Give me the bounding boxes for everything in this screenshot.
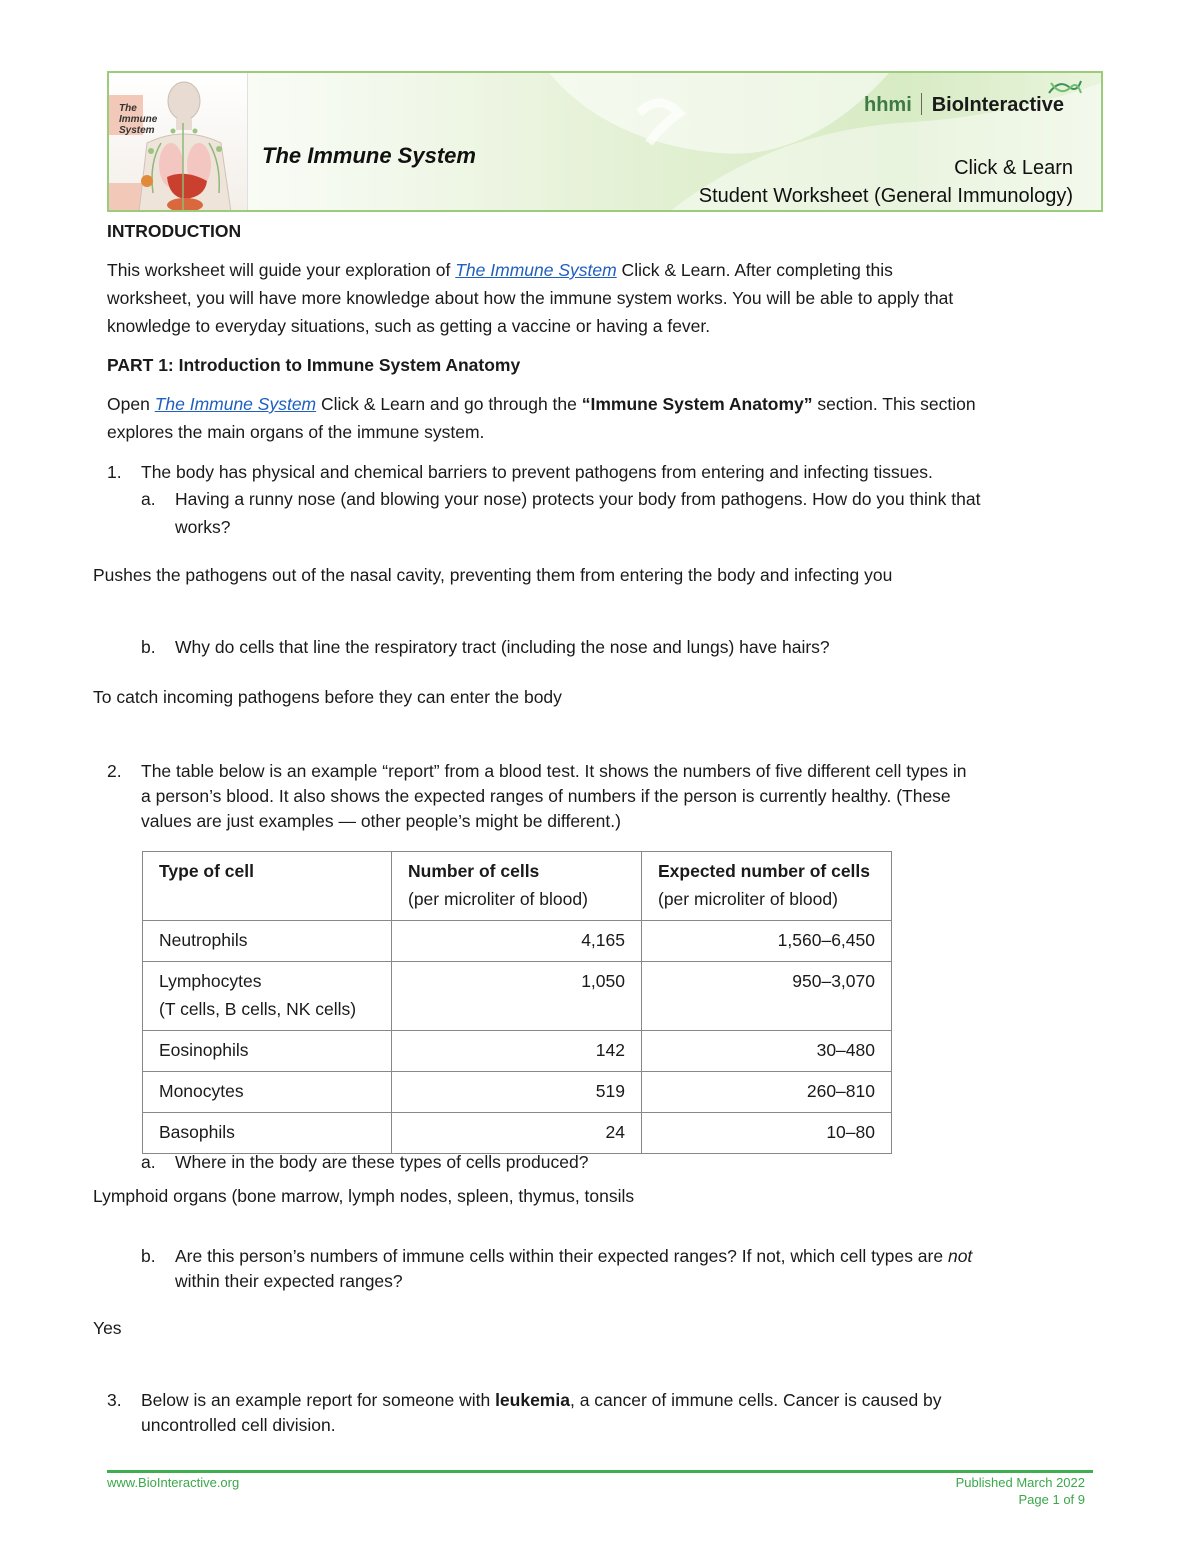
dna-leaf-icon — [1047, 77, 1083, 99]
q2b-text: Are this person’s numbers of immune cells within their expected ranges? If not, which cell types are — [175, 1246, 948, 1266]
cell-type — [143, 962, 392, 1031]
header-number-of-cells — [392, 852, 642, 921]
part1-heading: PART 1: Introduction to Immune System Anatomy — [107, 355, 521, 375]
q3-text-line-1 — [141, 1386, 942, 1414]
intro-paragraph-line-2: worksheet, you will have more knowledge about how the immune system works. You will be able to apply that — [107, 288, 954, 308]
cell-type-label: Basophils — [159, 1122, 235, 1142]
q3-bold-term: leukemia — [495, 1390, 570, 1410]
banner-subtitle-click-learn: Click & Learn — [954, 157, 1073, 179]
blood-test-table — [142, 851, 892, 1154]
intro-paragraph-line-3: knowledge to everyday situations, such as getting a vaccine or having a fever. — [107, 316, 711, 336]
header-banner — [107, 71, 1103, 212]
cell-count: 519 — [392, 1072, 642, 1113]
cell-range: 950–3,070 — [642, 962, 892, 1031]
immune-system-link[interactable]: The Immune System — [455, 260, 617, 280]
footer-page-number: Page 1 of 9 — [1018, 1492, 1085, 1507]
q2-text-line-2: a person’s blood. It also shows the expected ranges of numbers if the person is currently healthy. (These — [141, 786, 951, 806]
q2-text-line-3: values are just examples — other people’s might be different.) — [141, 811, 621, 831]
cell-type — [143, 1031, 392, 1072]
q3-text-line-2: uncontrolled cell division. — [141, 1415, 336, 1435]
part1-text: section. This section — [812, 394, 976, 414]
q2-text-line-1: The table below is an example “report” from a blood test. It shows the numbers of five different cell types in — [141, 761, 967, 781]
cell-count: 142 — [392, 1031, 642, 1072]
table-header-row — [143, 852, 892, 921]
intro-text: This worksheet will guide your exploration of — [107, 260, 456, 280]
cell-range: 1,560–6,450 — [642, 921, 892, 962]
q1-text: The body has physical and chemical barriers to prevent pathogens from entering and infecting tissues. — [141, 462, 933, 482]
table-row — [143, 1072, 892, 1113]
cell-type — [143, 921, 392, 962]
cell-count: 4,165 — [392, 921, 642, 962]
q2-number: 2. — [107, 761, 122, 781]
cell-type-label: Lymphocytes — [159, 971, 262, 991]
cell-range: 30–480 — [642, 1031, 892, 1072]
banner-subtitle-worksheet: Student Worksheet (General Immunology) — [698, 185, 1073, 207]
q3-number: 3. — [107, 1390, 122, 1410]
cell-type-label: Neutrophils — [159, 930, 248, 950]
intro-paragraph-line-1 — [107, 256, 893, 284]
q1-number: 1. — [107, 462, 122, 482]
body-anatomy-icon — [109, 73, 247, 212]
hhmi-biointeractive-logo — [864, 93, 1064, 117]
immune-system-thumbnail — [109, 73, 248, 212]
footer-published: Published March 2022 — [955, 1475, 1085, 1490]
header-unit: (per microliter of blood) — [658, 889, 838, 909]
q3-text: , a cancer of immune cells. Cancer is caused by — [569, 1390, 942, 1410]
q2a-answer[interactable]: Lymphoid organs (bone marrow, lymph nodes, spleen, thymus, tonsils — [93, 1186, 635, 1206]
q3-text: Below is an example report for someone with — [141, 1390, 496, 1410]
q2a-text: Where in the body are these types of cells produced? — [175, 1152, 589, 1172]
footer-divider — [107, 1470, 1093, 1473]
header-label: Number of cells — [408, 861, 540, 881]
part1-text: Open — [107, 394, 155, 414]
cell-type-label: Eosinophils — [159, 1040, 249, 1060]
part1-line-1 — [107, 390, 976, 418]
header-label: Type of cell — [159, 861, 254, 881]
cell-count: 24 — [392, 1113, 642, 1154]
header-expected-number — [642, 852, 892, 921]
q2b-emphasis: not — [947, 1246, 973, 1266]
q1b-text: Why do cells that line the respiratory tract (including the nose and lungs) have hairs? — [175, 637, 830, 657]
cell-range: 260–810 — [642, 1072, 892, 1113]
immune-system-link[interactable]: The Immune System — [154, 394, 317, 414]
logo-biointeractive: BioInteractive — [931, 94, 1064, 116]
cell-range: 10–80 — [642, 1113, 892, 1154]
intro-heading: INTRODUCTION — [107, 221, 242, 241]
intro-text: Click & Learn. After completing this — [616, 260, 893, 280]
cell-type-label: Monocytes — [159, 1081, 244, 1101]
part1-text: Click & Learn and go through the — [316, 394, 582, 414]
q2b-answer[interactable]: Yes — [93, 1318, 122, 1338]
table-row — [143, 962, 892, 1031]
table-row — [143, 921, 892, 962]
q1a-letter: a. — [141, 489, 156, 509]
q2b-text-line-1 — [175, 1242, 972, 1270]
cell-type — [143, 1072, 392, 1113]
table-row — [143, 1031, 892, 1072]
footer-site-link[interactable]: www.BioInteractive.org — [107, 1475, 240, 1490]
q1b-letter: b. — [141, 637, 156, 657]
q1b-answer[interactable]: To catch incoming pathogens before they can enter the body — [93, 687, 562, 707]
cell-count: 1,050 — [392, 962, 642, 1031]
q1a-answer[interactable]: Pushes the pathogens out of the nasal cavity, preventing them from entering the body and infecting you — [93, 565, 893, 585]
header-label: Expected number of cells — [658, 861, 871, 881]
part1-line-2: explores the main organs of the immune system. — [107, 422, 485, 442]
header-type-of-cell — [143, 852, 392, 921]
q2a-letter: a. — [141, 1152, 156, 1172]
logo-divider — [921, 93, 922, 115]
logo-hhmi: hhmi — [864, 94, 912, 116]
q1a-text-line-1: Having a runny nose (and blowing your nose) protects your body from pathogens. How do you think that — [175, 489, 981, 509]
thumbnail-label: The Immune System — [119, 103, 158, 136]
q2b-text-line-2: within their expected ranges? — [175, 1271, 403, 1291]
header-unit: (per microliter of blood) — [408, 889, 588, 909]
cell-type-sub: (T cells, B cells, NK cells) — [159, 999, 357, 1019]
banner-title: The Immune System — [262, 143, 476, 168]
section-name: “Immune System Anatomy” — [581, 394, 813, 414]
q2b-letter: b. — [141, 1246, 156, 1266]
q1a-text-line-2: works? — [175, 517, 231, 537]
